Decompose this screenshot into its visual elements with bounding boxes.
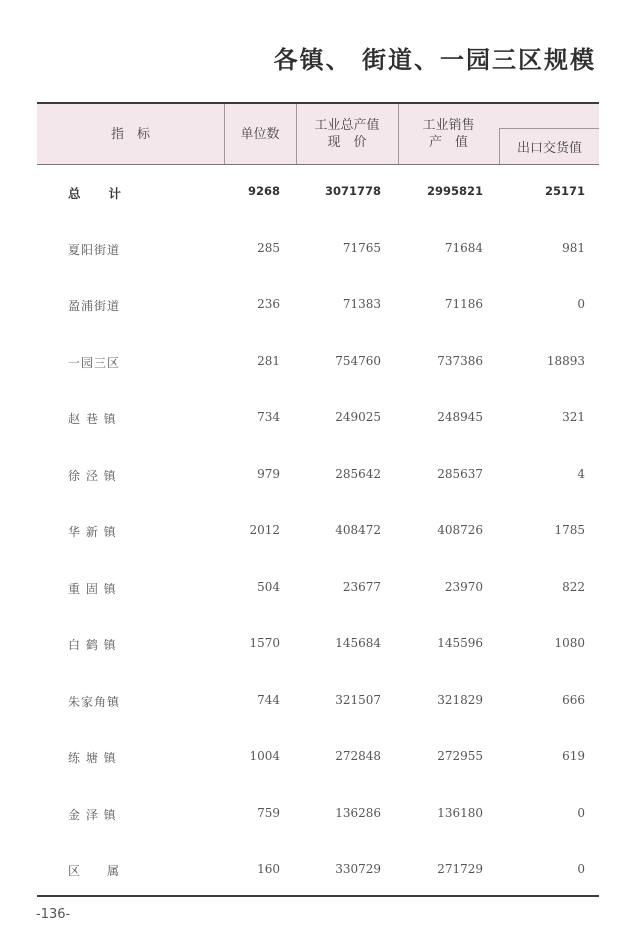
table-row [37,164,599,221]
cell-units: 504 [257,579,280,594]
cell-sales-output: 136180 [437,805,483,820]
row-name: 夏阳街道 [68,242,121,257]
cell-gross-output: 3071778 [324,184,381,198]
table-body [37,164,599,899]
header-sales-output [398,104,499,164]
cell-gross-output: 71383 [342,297,381,311]
cell-sales-output: 71684 [444,240,483,255]
table-bottom-rule [37,895,599,897]
page-title: 各镇、 街道、一园三区规模 [273,45,596,74]
cell-sales-output: 23970 [444,579,483,594]
cell-gross-output: 285642 [335,466,381,481]
cell-export: 321 [562,410,585,424]
cell-units: 1570 [249,636,280,650]
table-row [37,447,599,504]
row-name: 区 属 [68,864,121,878]
header-divider [398,104,399,164]
cell-gross-output: 408472 [335,523,381,537]
cell-units: 979 [257,466,280,481]
table-row [37,729,599,786]
cell-units: 2012 [249,523,280,537]
cell-sales-output: 272955 [437,749,483,763]
cell-gross-output: 330729 [335,862,381,876]
cell-sales-output: 71186 [444,297,483,311]
cell-export: 0 [577,862,585,876]
cell-gross-output: 272848 [335,749,381,763]
table-row [37,673,599,730]
row-name: 总 计 [68,186,123,201]
cell-units: 160 [257,862,280,876]
cell-export: 0 [577,805,585,820]
cell-sales-output: 408726 [437,523,483,537]
row-name: 盈浦街道 [68,299,121,313]
cell-units: 285 [257,240,280,255]
cell-gross-output: 71765 [342,240,381,255]
table-row [37,221,599,278]
header-divider [296,104,297,164]
row-name: 华 新 镇 [68,525,117,539]
row-name: 白 鹤 镇 [68,638,117,652]
cell-units: 744 [257,692,280,707]
header-export-label: 出口交货值 [516,141,582,156]
header-sales-output-line1: 工业销售 [422,118,475,133]
row-name: 重 固 镇 [68,581,117,596]
table-row [37,616,599,673]
cell-export: 1080 [554,636,585,650]
cell-gross-output: 754760 [335,353,381,368]
table-row [37,842,599,899]
header-indicator-label: 指 标 [110,126,150,142]
cell-export: 666 [562,692,585,707]
cell-export: 4 [577,466,585,481]
cell-export: 619 [562,749,585,763]
header-units-label: 单位数 [240,126,280,142]
row-name: 一园三区 [68,355,121,370]
cell-sales-output: 145596 [437,636,483,650]
cell-gross-output: 23677 [342,579,381,594]
cell-export: 18893 [546,353,585,368]
cell-units: 1004 [249,749,280,763]
row-name: 金 泽 镇 [68,807,117,822]
page-number: -136- [36,907,71,922]
row-name: 赵 巷 镇 [68,412,117,426]
header-gross-output-line1: 工业总产值 [314,118,380,133]
cell-export: 981 [562,240,585,255]
header-export [499,128,599,164]
cell-export: 1785 [554,523,585,537]
cell-gross-output: 136286 [335,805,381,820]
header-sales-output-line2: 产 值 [428,135,468,150]
cell-units: 734 [257,410,280,424]
cell-sales-output: 321829 [437,692,483,707]
cell-sales-output: 737386 [437,353,483,368]
cell-export: 822 [562,579,585,594]
table-row [37,334,599,391]
cell-export: 25171 [544,184,585,198]
header-units [224,104,296,164]
header-divider [224,104,225,164]
table-row [37,277,599,334]
row-name: 朱家角镇 [68,694,121,709]
table-header [37,104,599,165]
table-row [37,390,599,447]
cell-units: 9268 [247,184,280,198]
cell-units: 281 [257,353,280,368]
header-indicator [37,104,224,164]
cell-units: 759 [257,805,280,820]
row-name: 徐 泾 镇 [68,468,117,483]
cell-export: 0 [577,297,585,311]
cell-gross-output: 321507 [335,692,381,707]
cell-sales-output: 271729 [437,862,483,876]
cell-gross-output: 145684 [335,636,381,650]
cell-sales-output: 248945 [437,410,483,424]
cell-gross-output: 249025 [335,410,381,424]
header-gross-output-line2: 现 价 [327,135,367,150]
table-row [37,786,599,843]
cell-sales-output: 2995821 [426,184,483,198]
table-row [37,560,599,617]
cell-sales-output: 285637 [437,466,483,481]
header-gross-output [296,104,398,164]
cell-units: 236 [257,297,280,311]
table-row [37,503,599,560]
row-name: 练 塘 镇 [68,751,117,765]
